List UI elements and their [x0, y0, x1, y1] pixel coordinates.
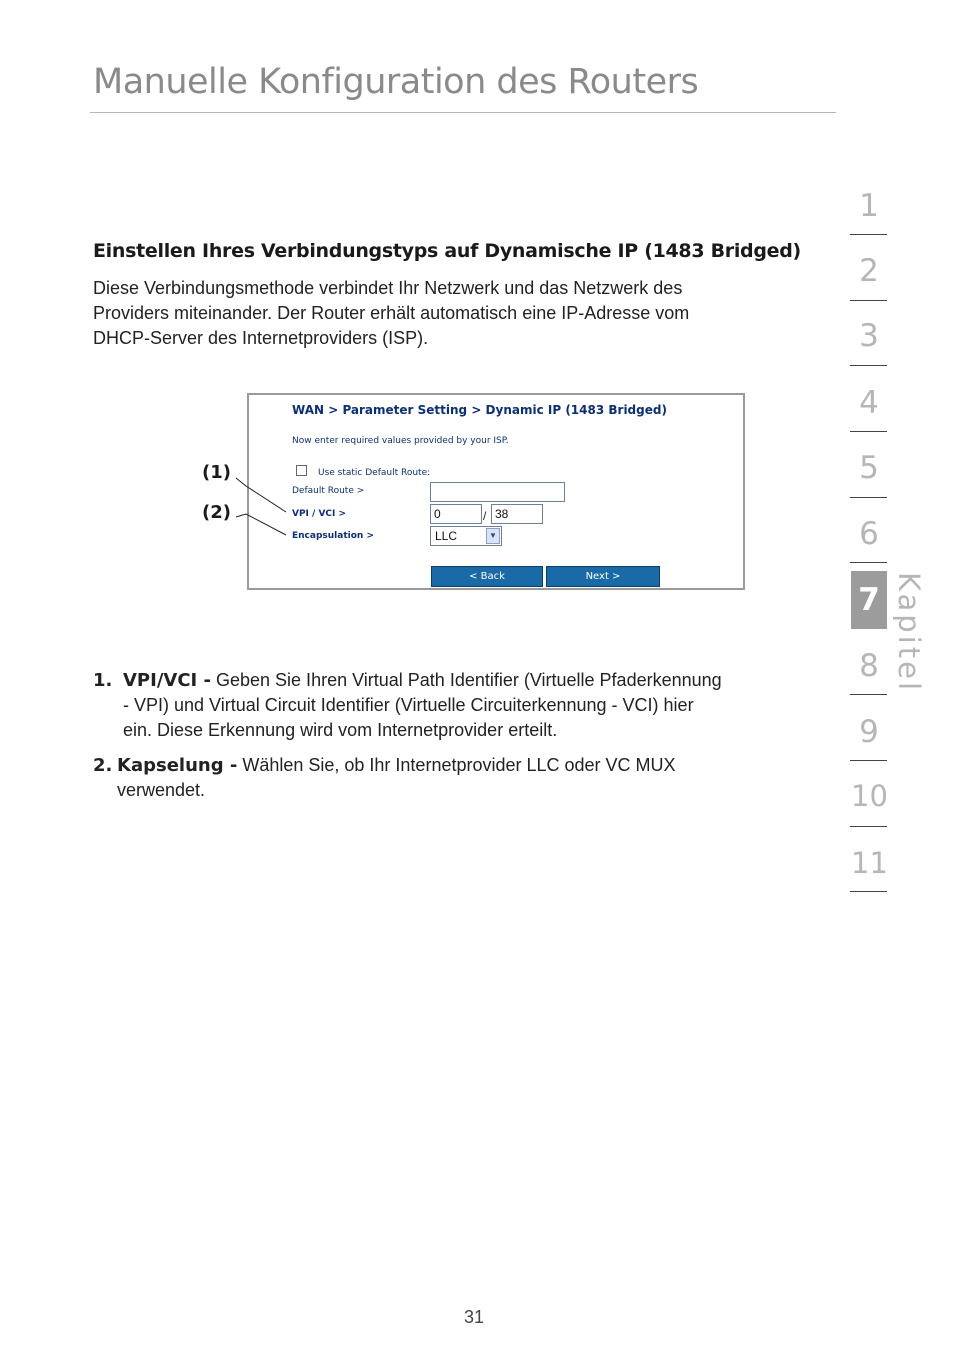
chapter-tab-divider — [850, 234, 887, 235]
chapter-tab-6[interactable]: 6 — [859, 516, 879, 552]
list-term: VPI/VCI - — [123, 670, 211, 691]
chapter-tab-divider — [850, 365, 887, 366]
chapter-tab-divider — [850, 826, 887, 827]
list-term: Kapselung - — [117, 755, 238, 776]
chapter-tab-divider — [850, 497, 887, 498]
intro-line: DHCP-Server des Internetproviders (ISP). — [93, 328, 429, 348]
figure-instruction: Now enter required values provided by your ISP. — [292, 436, 509, 446]
chapter-tab-2[interactable]: 2 — [859, 253, 879, 289]
figure-breadcrumb: WAN > Parameter Setting > Dynamic IP (1483 Bridged) — [292, 403, 667, 417]
intro-line: Providers miteinander. Der Router erhält automatisch eine IP-Adresse vom — [93, 303, 690, 323]
list-line: ein. Diese Erkennung wird vom Internetprovider erteilt. — [123, 720, 558, 740]
chevron-down-icon[interactable]: ▼ — [486, 528, 500, 544]
static-route-checkbox-label: Use static Default Route: — [318, 468, 431, 478]
encapsulation-selected-value: LLC — [435, 529, 458, 543]
chapter-label: Kapitel — [892, 572, 926, 694]
page-number: 31 — [464, 1307, 485, 1327]
static-route-checkbox[interactable] — [296, 465, 307, 476]
list-line: Wählen Sie, ob Ihr Internetprovider LLC oder VC MUX — [242, 755, 676, 775]
vpi-vci-label: VPI / VCI > — [292, 509, 347, 519]
section-heading: Einstellen Ihres Verbindungstyps auf Dynamische IP (1483 Bridged) — [93, 240, 801, 262]
router-screenshot-figure — [247, 393, 745, 590]
chapter-tab-8[interactable]: 8 — [859, 648, 879, 684]
list-item — [93, 753, 793, 803]
chapter-tab-divider — [850, 562, 887, 563]
page-title: Manuelle Konfiguration des Routers — [93, 62, 699, 102]
chapter-tab-3[interactable]: 3 — [859, 318, 879, 354]
vci-input[interactable]: 38 — [491, 504, 543, 524]
vpi-vci-separator: / — [483, 509, 487, 523]
back-button[interactable]: < Back — [431, 566, 543, 587]
chapter-tab-1[interactable]: 1 — [859, 188, 879, 224]
list-number: 2. — [93, 755, 113, 776]
vpi-input[interactable]: 0 — [430, 504, 482, 524]
chapter-tab-4[interactable]: 4 — [859, 385, 879, 421]
chapter-tab-divider — [850, 694, 887, 695]
list-item — [93, 668, 793, 743]
list-line: - VPI) und Virtual Circuit Identifier (Virtuelle Circuiterkennung - VCI) hier — [123, 695, 694, 715]
chapter-tab-divider — [850, 891, 887, 892]
list-number: 1. — [93, 670, 113, 691]
callout-2: (2) — [202, 502, 231, 523]
title-divider — [90, 112, 836, 113]
chapter-tab-divider — [850, 760, 887, 761]
list-item-body — [93, 668, 793, 743]
list-line: verwendet. — [117, 780, 206, 800]
callout-1: (1) — [202, 462, 231, 483]
intro-line: Diese Verbindungsmethode verbindet Ihr Netzwerk und das Netzwerk des — [93, 278, 683, 298]
chapter-tab-divider — [850, 431, 887, 432]
default-route-input[interactable] — [430, 482, 565, 502]
chapter-tab-10[interactable]: 10 — [851, 779, 888, 813]
intro-paragraph — [93, 276, 793, 351]
chapter-tab-5[interactable]: 5 — [859, 450, 879, 486]
next-button[interactable]: Next > — [546, 566, 660, 587]
chapter-tab-7-active[interactable]: 7 — [851, 571, 887, 629]
chapter-tab-9[interactable]: 9 — [859, 714, 879, 750]
encapsulation-select[interactable] — [430, 526, 502, 546]
default-route-label: Default Route > — [292, 486, 365, 496]
encapsulation-label: Encapsulation > — [292, 531, 374, 541]
chapter-tab-divider — [850, 300, 887, 301]
list-line: Geben Sie Ihren Virtual Path Identifier (Virtuelle Pfaderkennung — [216, 670, 722, 690]
chapter-tab-11[interactable]: 11 — [851, 846, 888, 880]
list-item-body — [93, 753, 793, 803]
